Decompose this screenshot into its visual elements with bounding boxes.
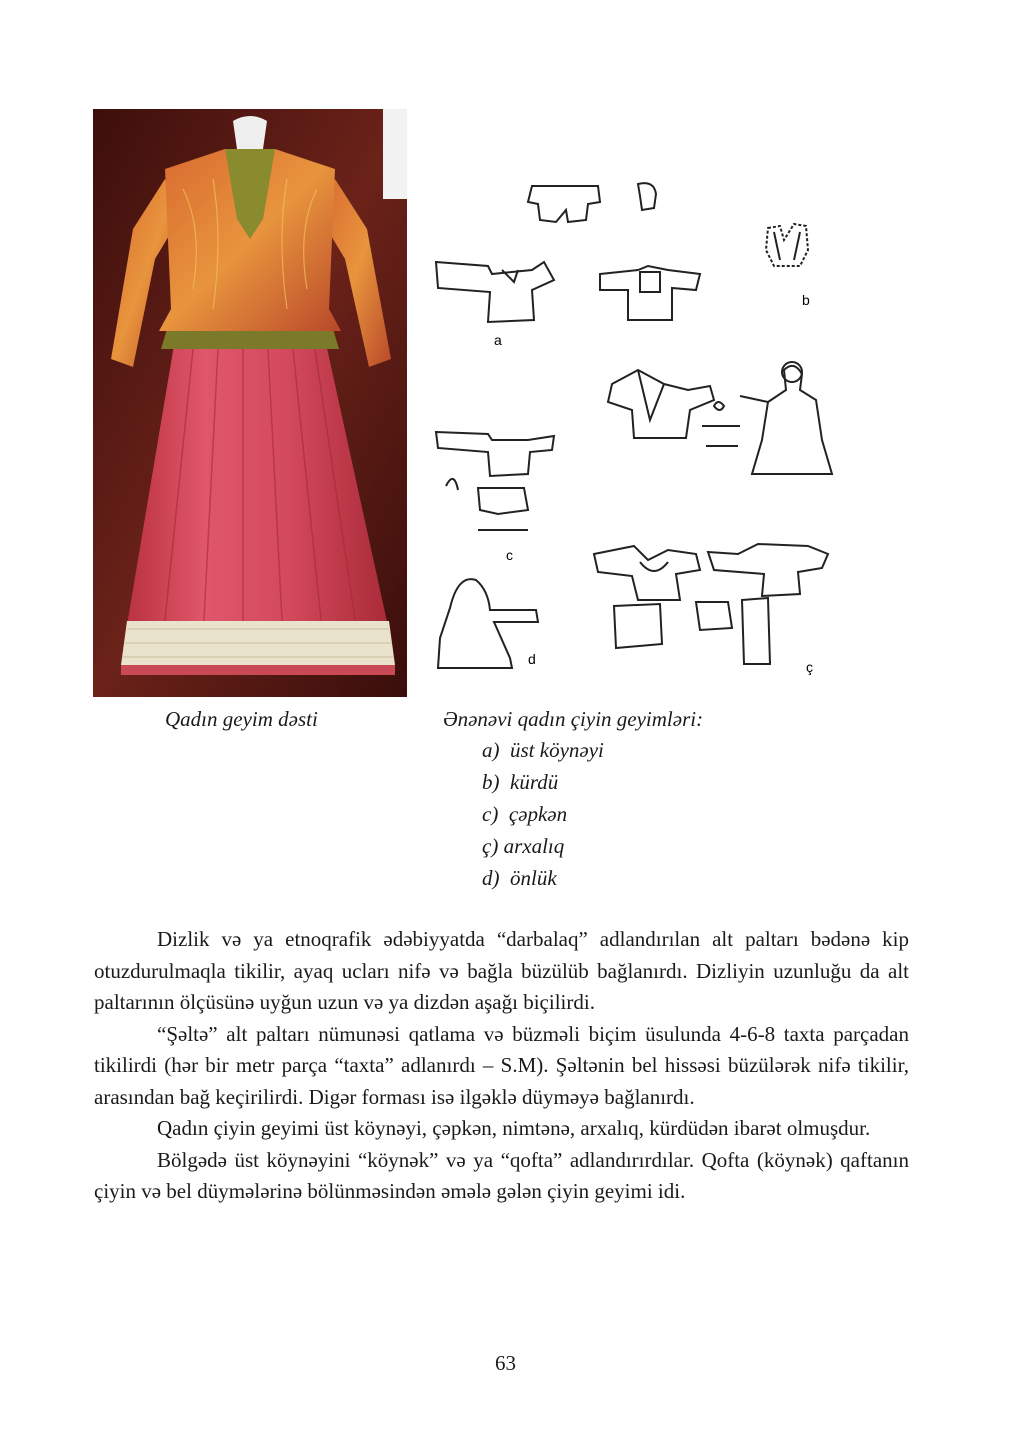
legend-item [482,862,604,894]
legend-marker: d) [482,866,500,890]
sketch-drawings [428,170,848,690]
legend-marker: ç) [482,834,499,858]
page-number: 63 [495,1351,516,1375]
paragraph: Bölgədə üst köynəyini “köynək” və ya “qofta” adlandırırdılar. Qofta (köynək) qaftanın çiyin və bel düymələrinə bölünməsindən əmələ gələn çiyin geyimi idi. [94,1147,909,1203]
legend-item [482,766,604,798]
costume-illustration [93,109,407,697]
sketch-caption: Ənənəvi qadın çiyin geyimləri: [443,707,704,731]
legend-text: arxalıq [503,834,565,858]
paragraph: Qadın çiyin geyimi üst köynəyi, çəpkən, nimtənə, arxalıq, kürdüdən ibarət olmuşdur. [157,1116,871,1140]
legend-item [482,798,604,830]
sketch-label-d: d [528,651,536,667]
sketch-label-cc: ç [806,659,813,675]
legend-marker: b) [482,770,500,794]
sketch-label-b: b [802,292,810,308]
legend-text: çəpkən [508,802,568,826]
legend-item [482,734,604,766]
legend-item [482,830,604,862]
garment-sketches [428,170,848,690]
body-text [94,924,909,1208]
legend-text: kürdü [510,770,559,794]
legend-text: üst köynəyi [510,738,604,762]
legend-marker: a) [482,738,500,762]
photo-caption: Qadın geyim dəsti [165,707,318,731]
paragraph: Dizlik və ya etnoqrafik ədəbiyyatda “darbalaq” adlandırılan alt paltarı bədənə kip otuzdurulmaqla tikilir, ayaq ucları nifə və bağla büzülüb bağlanırdı. Dizliyin uzunluğu da alt paltarının ölçüsünə uyğun uzun və ya dizdən aşağı biçilirdi. [94,927,909,1014]
paragraph: “Şəltə” alt paltarı nümunəsi qatlama və büzməli biçim üsulunda 4-6-8 taxta parçadan tikilirdi (hər bir metr parça “taxta” adlanırdı – S.M). Şəltənin bel hissəsi büzülərək nifə tikilir, arasından bağ keçirilirdi. Digər forması isə ilgəklə düyməyə bağlanırdı. [94,1021,909,1109]
sketch-label-a: a [494,332,502,348]
sketch-label-c: c [506,547,513,563]
costume-photo [93,109,407,697]
sketch-legend [482,734,604,894]
legend-text: önlük [510,866,557,890]
legend-marker: c) [482,802,499,826]
